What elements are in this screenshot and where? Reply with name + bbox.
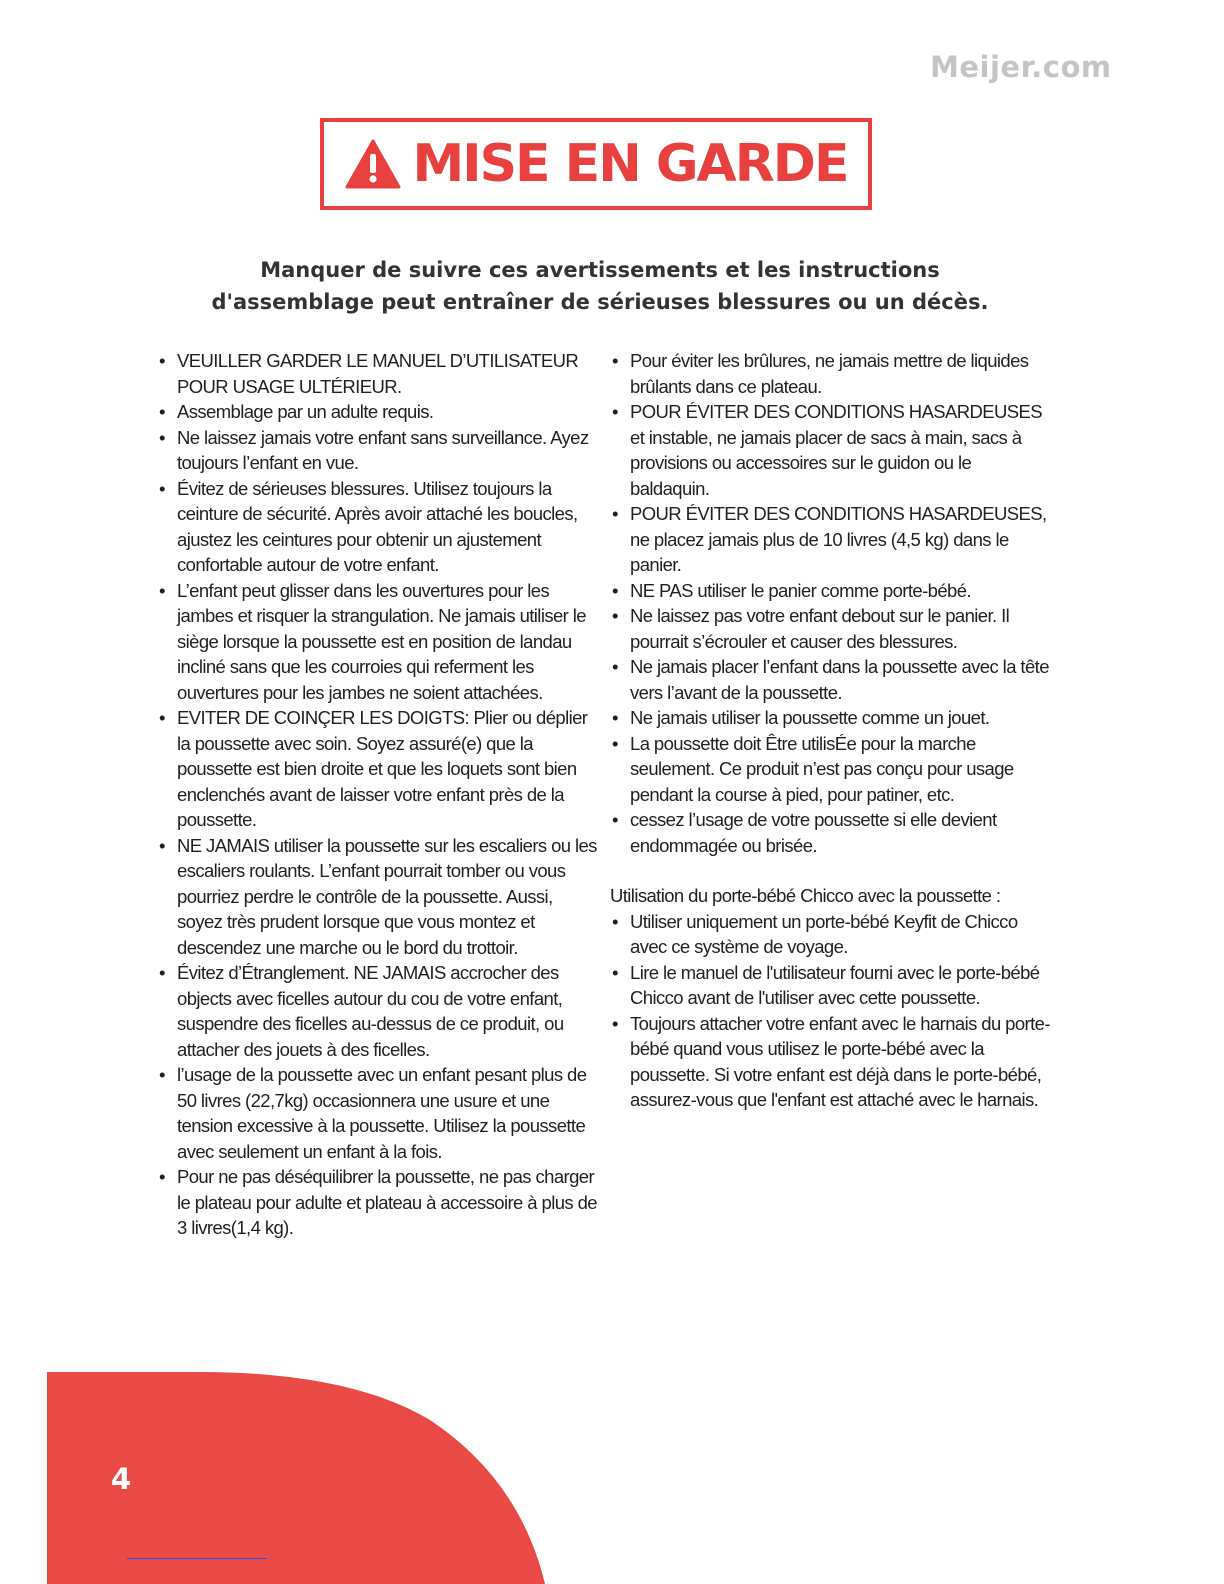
list-item-text: La poussette doit Être utilisÉe pour la marche seulement. Ce produit n’est pas conçu pour usage pendant la course à pied, pour patiner, etc.	[630, 732, 1014, 805]
list-item-text: cessez l’usage de votre poussette si elle devient endommagée ou brisée.	[630, 809, 997, 856]
list-item-text: Lire le manuel de l'utilisateur fourni avec le porte-bébé Chicco avant de l'utiliser avec cette poussette.	[630, 961, 1040, 1008]
list-item-text: POUR ÉVITER DES CONDITIONS HASARDEUSES et instable, ne jamais placer de sacs à main, sacs à provisions ou accessoires sur le guidon ou le baldaquin.	[630, 401, 1043, 499]
bullet-icon: •	[159, 962, 165, 983]
watermark: Meijer.com	[930, 50, 1112, 84]
bullet-icon: •	[159, 834, 165, 856]
bullet-icon: •	[159, 1064, 165, 1085]
bullet-icon: •	[159, 426, 165, 448]
bullet-icon: •	[612, 656, 618, 677]
bullet-icon: •	[612, 1012, 618, 1034]
list-item-text: l’usage de la poussette avec un enfant pesant plus de 50 livres (22,7kg) occasionnera une usure et une tension excessive à la poussette. Utilisez la poussette avec seulement un enfant à la fois.	[177, 1064, 587, 1162]
bullet-icon: •	[612, 503, 618, 524]
list-item-text: Évitez d’Étranglement. NE JAMAIS accrocher des objects avec ficelles autour du cou de votre enfant, suspendre des ficelles au-dessus de ce produit, ou attacher des jouets à des ficelles.	[177, 962, 564, 1060]
page-number: 4	[111, 1462, 132, 1496]
carrier-section-heading: Utilisation du porte-bébé Chicco avec la poussette :	[610, 885, 1001, 906]
bullet-icon: •	[612, 809, 618, 830]
list-item-text: Ne laissez jamais votre enfant sans surveillance. Ayez toujours l’enfant en vue.	[177, 426, 589, 473]
list-item-text: Utiliser uniquement un porte-bébé Keyfit de Chicco avec ce système de voyage.	[630, 910, 1018, 957]
list-item-text: Pour éviter les brûlures, ne jamais mettre de liquides brûlants dans ce plateau.	[630, 350, 1029, 397]
subtitle-line-2: d'assemblage peut entraîner de sérieuses blessures ou un décès.	[211, 290, 989, 314]
list-item-text: Toujours attacher votre enfant avec le harnais du porte-bébé quand vous utilisez le porte-bébé avec la poussette. Si votre enfant est déjà dans le porte-bébé, assurez-vous que l'enfant est attaché avec le harnais.	[630, 1012, 1050, 1110]
bullet-icon: •	[612, 732, 618, 754]
subtitle-line-1: Manquer de suivre ces avertissements et les instructions	[260, 258, 940, 282]
list-item-text: EVITER DE COINÇER LES DOIGTS: Plier ou déplier la poussette avec soin. Soyez assuré(e) que la poussette est bien droite et que les loquets sont bien enclenchés avant de laisser votre enfant près de la poussette.	[177, 707, 588, 830]
bullet-icon: •	[612, 579, 618, 601]
list-item-text: VEUILLER GARDER LE MANUEL D’UTILISATEUR POUR USAGE ULTÉRIEUR.	[177, 350, 579, 397]
bullet-icon: •	[612, 910, 618, 932]
bullet-icon: •	[159, 477, 165, 499]
bullet-icon: •	[159, 579, 165, 601]
list-item-text: Ne laissez pas votre enfant debout sur le panier. Il pourrait s’écrouler et causer des blessures.	[630, 605, 1010, 652]
list-item-text: NE PAS utiliser le panier comme porte-bébé.	[630, 579, 971, 601]
list-item-text: Évitez de sérieuses blessures. Utilisez toujours la ceinture de sécurité. Après avoir attaché les boucles, ajustez les ceintures pour obtenir un ajustement confortable autour de votre enfant.	[177, 477, 578, 575]
list-item-text: Assemblage par un adulte requis.	[177, 401, 434, 422]
bullet-icon: •	[159, 401, 165, 422]
bullet-icon: •	[159, 707, 165, 728]
bullet-icon: •	[159, 350, 165, 371]
bullet-icon: •	[612, 961, 618, 983]
bullet-icon: •	[612, 605, 618, 626]
list-item-text: L’enfant peut glisser dans les ouvertures pour les jambes et risquer la strangulation. Ne jamais utiliser le siège lorsque la poussette est en position de landau incliné sans que les courroies qui referment les ouvertures pour les jambes ne soient attachées.	[177, 579, 586, 703]
list-item-text: POUR ÉVITER DES CONDITIONS HASARDEUSES, ne placez jamais plus de 10 livres (4,5 kg) dans le panier.	[630, 503, 1047, 575]
bullet-icon: •	[612, 401, 618, 422]
list-item-text: Ne jamais placer l’enfant dans la poussette avec la tête vers l’avant de la poussette.	[630, 656, 1049, 703]
warning-title: MISE EN GARDE	[412, 134, 848, 194]
bullet-icon: •	[612, 707, 618, 728]
bullet-icon: •	[612, 350, 618, 371]
list-item-text: Ne jamais utiliser la poussette comme un jouet.	[630, 707, 990, 728]
footer-link-underline	[127, 1558, 267, 1559]
list-item-text: NE JAMAIS utiliser la poussette sur les escaliers ou les escaliers roulants. L’enfant pourrait tomber ou vous pourriez perdre le contrôle de la poussette. Aussi, soyez très prudent lorsque que vous montez et descendez une marche ou le bord du trottoir.	[177, 834, 597, 958]
list-item-text: Pour ne pas déséquilibrer la poussette, ne pas charger le plateau pour adulte et plateau à accessoire à plus de 3 livres(1,4 kg).	[177, 1166, 597, 1238]
bullet-icon: •	[159, 1166, 165, 1187]
